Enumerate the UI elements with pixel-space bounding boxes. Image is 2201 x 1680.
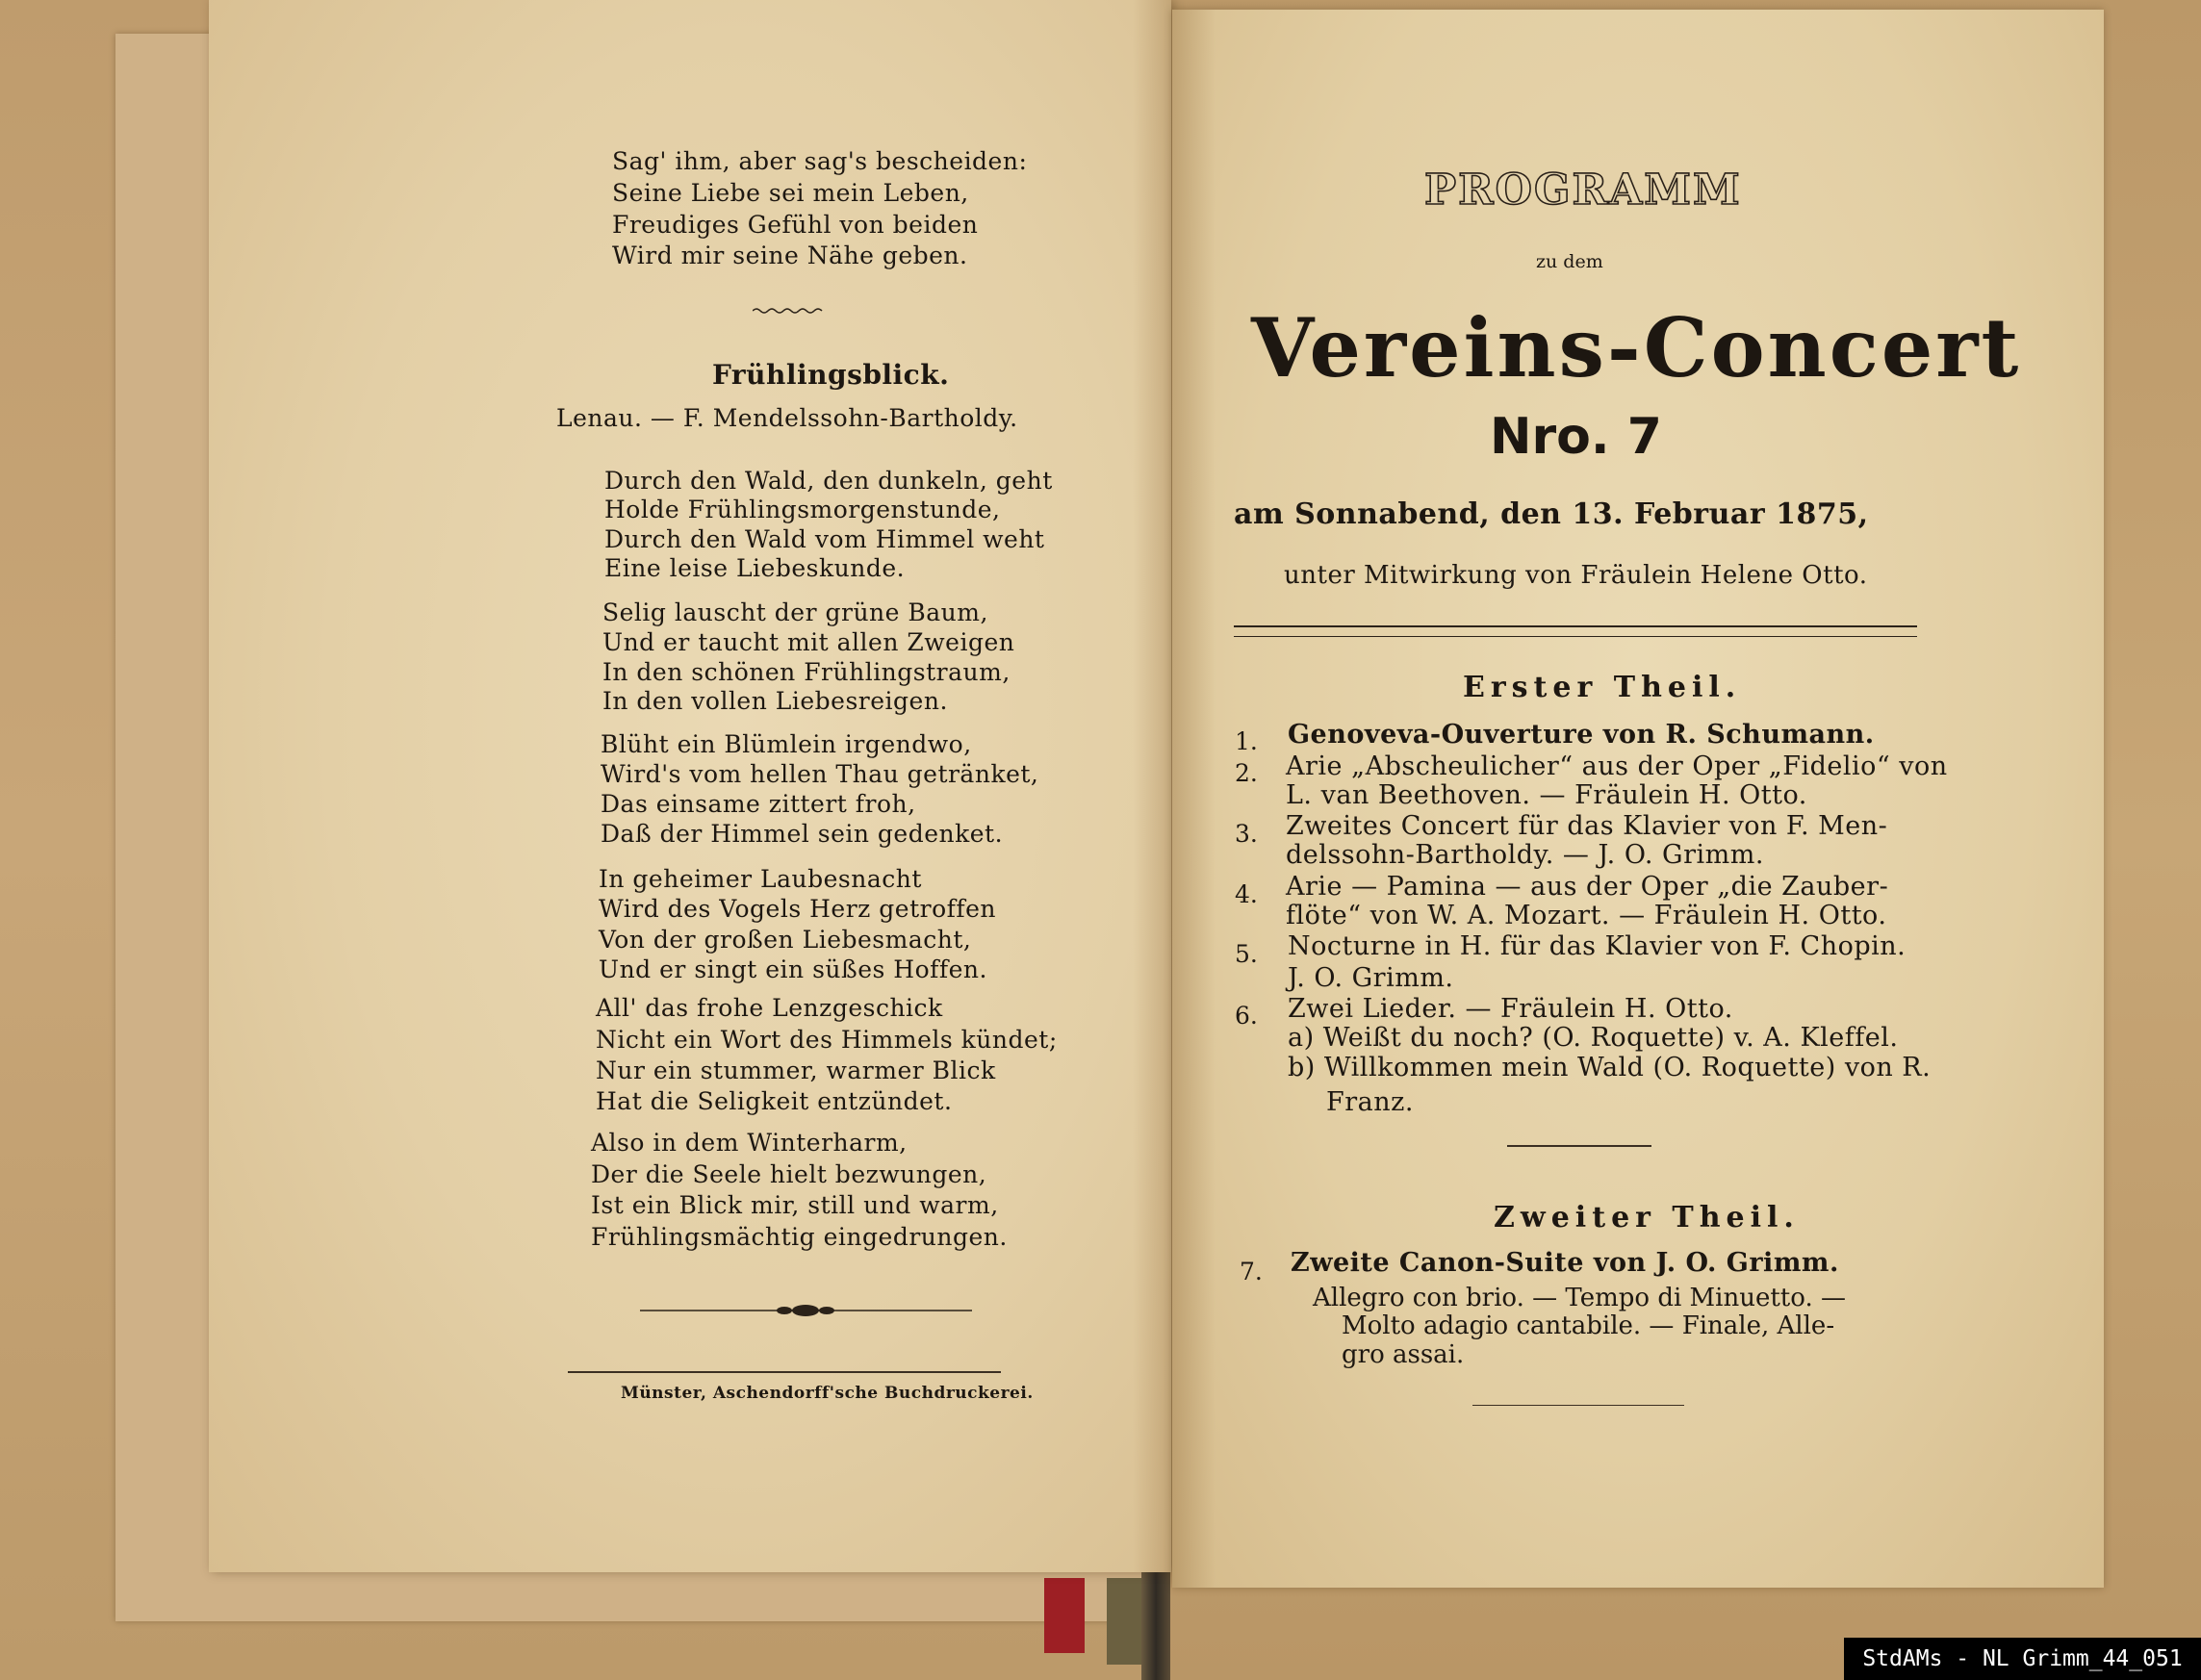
verse-line: Der die Seele hielt bezwungen,	[591, 1160, 987, 1188]
verse-line: Frühlingsmächtig eingedrungen.	[591, 1223, 1008, 1251]
concert-title: Vereins-Concert	[1251, 300, 2022, 395]
program-item-number: 1.	[1235, 727, 1258, 755]
program-item-line: flöte“ von W. A. Mozart. — Fräulein H. Otto.	[1286, 901, 1887, 930]
verse-line: Und er taucht mit allen Zweigen	[602, 628, 1015, 656]
program-item-number: 4.	[1235, 880, 1258, 908]
part1-heading: Erster Theil.	[1463, 671, 1742, 704]
top-stanza-line: Seine Liebe sei mein Leben,	[612, 179, 969, 207]
verse-line: Blüht ein Blümlein irgendwo,	[601, 730, 972, 758]
program-item-line: Arie „Abscheulicher“ aus der Oper „Fidelio“ von	[1286, 751, 1948, 781]
verse-line: Ist ein Blick mir, still und warm,	[591, 1191, 999, 1219]
end-rule	[1472, 1405, 1684, 1406]
printer-rule	[568, 1371, 1001, 1373]
poem-byline: Lenau. — F. Mendelssohn-Bartholdy.	[556, 404, 1018, 432]
archive-label: StdAMs - NL Grimm_44_051	[1844, 1638, 2201, 1680]
verse-line: Durch den Wald, den dunkeln, geht	[604, 467, 1053, 495]
verse-line: Also in dem Winterharm,	[591, 1129, 908, 1157]
program-title: PROGRAMM	[1424, 165, 1742, 215]
program-item-line: L. van Beethoven. — Fräulein H. Otto.	[1286, 780, 1807, 810]
right-page-shadow	[1172, 10, 1216, 1588]
section-rule	[1507, 1145, 1651, 1147]
concert-date: am Sonnabend, den 13. Februar 1875,	[1234, 497, 1869, 531]
participation-line: unter Mitwirkung von Fräulein Helene Otto.	[1284, 561, 1868, 590]
program-item-line: Zwei Lieder. — Fräulein H. Otto.	[1288, 994, 1733, 1024]
program-item-line: b) Willkommen mein Wald (O. Roquette) von R.	[1288, 1053, 1932, 1082]
program-item-number: 2.	[1235, 759, 1258, 787]
ornament-divider	[640, 1301, 972, 1320]
verse-line: Selig lauscht der grüne Baum,	[602, 598, 988, 626]
verse-line: Nur ein stummer, warmer Blick	[596, 1056, 996, 1084]
spine-red-band	[1044, 1578, 1085, 1653]
program-item-line: Molto adagio cantabile. — Finale, Alle-	[1342, 1311, 1835, 1340]
top-stanza-line: Freudiges Gefühl von beiden	[612, 211, 979, 239]
verse-line: Holde Frühlingsmorgenstunde,	[604, 496, 1001, 523]
verse-line: Durch den Wald vom Himmel weht	[604, 525, 1045, 553]
verse-line: Hat die Seligkeit entzündet.	[596, 1087, 953, 1115]
verse-line: All' das frohe Lenzgeschick	[596, 994, 943, 1022]
concert-number: Nro. 7	[1490, 408, 1662, 466]
verse-line: Wird's vom hellen Thau getränket,	[601, 760, 1039, 788]
program-item-line: Arie — Pamina — aus der Oper „die Zauber-	[1286, 872, 1889, 902]
program-item-line: Genoveva-Ouverture von R. Schumann.	[1288, 720, 1875, 750]
program-item-number: 6.	[1235, 1002, 1258, 1030]
squiggle-divider	[753, 306, 824, 316]
program-item-line: Zweite Canon-Suite von J. O. Grimm.	[1291, 1248, 1839, 1278]
verse-line: Von der großen Liebesmacht,	[599, 926, 972, 954]
program-item-line: Nocturne in H. für das Klavier von F. Chopin.	[1288, 931, 1907, 961]
program-item-line: gro assai.	[1342, 1340, 1465, 1369]
spine-band	[1107, 1578, 1145, 1665]
program-item-line: Franz.	[1326, 1087, 1414, 1117]
verse-line: In geheimer Laubesnacht	[599, 865, 922, 893]
poem-title: Frühlingsblick.	[712, 359, 950, 391]
verse-line: Und er singt ein süßes Hoffen.	[599, 955, 987, 983]
program-item-line: Allegro con brio. — Tempo di Minuetto. —	[1313, 1284, 1846, 1312]
verse-line: Daß der Himmel sein gedenket.	[601, 820, 1004, 848]
program-item-line: a) Weißt du noch? (O. Roquette) v. A. Kleffel.	[1288, 1023, 1899, 1053]
verse-line: Das einsame zittert froh,	[601, 790, 916, 818]
verse-line: In den vollen Liebesreigen.	[602, 687, 948, 715]
top-stanza-line: Wird mir seine Nähe geben.	[612, 242, 968, 269]
verse-line: Wird des Vogels Herz getroffen	[599, 895, 997, 923]
zu-dem-text: zu dem	[1536, 251, 1603, 272]
part2-heading: Zweiter Theil.	[1494, 1201, 1800, 1235]
top-stanza-line: Sag' ihm, aber sag's bescheiden:	[612, 147, 1028, 175]
printer-imprint: Münster, Aschendorff'sche Buchdruckerei.	[621, 1384, 1034, 1403]
verse-line: Eine leise Liebeskunde.	[604, 554, 906, 582]
verse-line: In den schönen Frühlingstraum,	[602, 658, 1011, 686]
program-item-line: Zweites Concert für das Klavier von F. Men-	[1286, 811, 1888, 841]
program-item-line: delssohn-Bartholdy. — J. O. Grimm.	[1286, 840, 1764, 870]
program-item-number: 3.	[1235, 820, 1258, 848]
double-rule	[1234, 625, 1917, 637]
program-item-number: 5.	[1235, 940, 1258, 968]
verse-line: Nicht ein Wort des Himmels kündet;	[596, 1026, 1058, 1054]
left-page-shadow	[1133, 0, 1171, 1572]
program-item-line: J. O. Grimm.	[1288, 963, 1454, 993]
program-item-number: 7.	[1240, 1258, 1263, 1285]
